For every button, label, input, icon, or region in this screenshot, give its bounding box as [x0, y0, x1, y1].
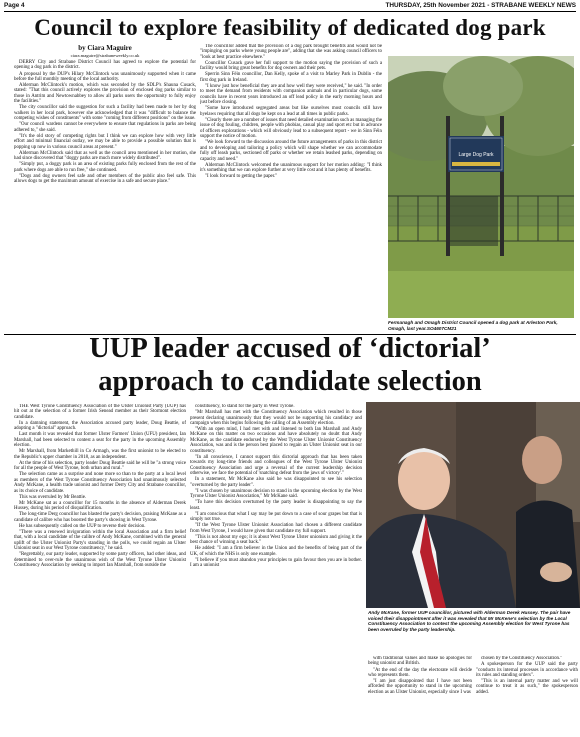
paragraph: THE West Tyrone Constituency Association of the Ulster Unionist Party (UUP) has hit out at the selection of a former Irish Senead member as their Stormont election candidate. — [14, 404, 186, 420]
article2-column-3 — [368, 656, 472, 736]
paragraph: The city councillor said the suggestion for such a facility had been made to her by dog walkers in her local park, however she acknowledged that it was "difficult to balance the competing wishes of constituents" with some "coming from different positions" on the issue. — [14, 105, 196, 122]
paragraph: DERRY City and Strabane District Council has agreed to explore the potential for opening a dog park in the district. — [14, 60, 196, 71]
paragraph: The selection came as a surprise and none more so than to the party at a local level as members of the West Tyrone Constituency Association had unanimously selected Andy McKane, a health trade unionist and former Derry City and Strabane councillor, as its choice of candidate. — [14, 472, 186, 494]
paragraph: with traditional values and make no apologies for being unionist and British. — [368, 656, 472, 667]
paragraph: Councillor Cusack gave her full support to the motion saying the provision of such a facility would bring great benefits for dog owners and their pets. — [200, 60, 382, 72]
paragraph: A spokesperson for the UUP said the party "conducts its internal processes in accordance with its rules and standing orders". — [476, 662, 578, 678]
page-header — [4, 2, 576, 12]
page-date-banner: THURSDAY, 25th November 2021 - STRABANE WEEKLY NEWS — [385, 2, 576, 9]
paragraph: "Simply put, a doggy park is an area of existing parks fully enclosed from the rest of the park where dogs are able to run free," she continued. — [14, 162, 196, 173]
paragraph: "With an open mind, I had met with and listened to both Ian Marshall and Andy McKane on this matter on two occasions and have absolutely no doubt that Andy McKane, as the candidate endorsed by the West Tyrone Ulster Unionist Constituency Association, was and is the person best placed to regain an Ulster Unionist seat in our constituency. — [190, 427, 362, 454]
dog-park-caption: Fermanagh and Omagh District Council opened a dog park at Arleston Park, Omagh, last year.SO4607CM21 — [388, 320, 558, 331]
paragraph: "I know just how beneficial they are and how well they were received," he said. "In order to meet the demand from residents with companion animals and in particular dogs, some councils have in recent years introduced an off lead policy in the early morning hours and just before closing. — [200, 83, 382, 106]
paragraph: "Regrettably, our party leader, supported by some party officers, had other ideas, and determined to over-rule the unanimous wish of the West Tyrone Ulster Unionist Constituency Association by seeking to import Ian Marshall, from outside the — [14, 552, 186, 569]
paragraph: At the time of his selection, party leader Doug Beattie said he will be "a strong voice for all the people of West Tyrone, both urban and rural." — [14, 460, 186, 472]
paragraph: "Dogs and dog owners feel safe and other members of the public also feel safe. This allows dogs to get the maximum amount of exercise in a safe and secure place." — [14, 173, 196, 185]
paragraph: Alderman McClintock welcomed the unanimous support for her motion adding: "I think it's something that we can explore further at very little cost and it has plenty of benefits. — [200, 162, 382, 174]
paragraph: Mr Marshall, from Markethill in Co Armagh, was the first unionist to be elected to the Republic's upper chamber in 2018, as an independent. — [14, 449, 186, 460]
mckane-caption: Andy McKane, former UUP councillor, pictured with Alderman Derek Hussey. The pair have voiced their disappointment after it was revealed that Mr McKene's selection by the Local Constituency Association to contest the upcoming Assembly election for West Tyrone has been overruled by the party leadership. — [368, 610, 571, 632]
paragraph: A proposal by the DUP's Hilary McClintock was unanimously supported when it came before the full monthly meeting of the local authority. — [14, 71, 196, 82]
paragraph: The long-time Derg councillor has blasted the party's decision, praising McKane as a candidate of calibre who has boosted the party's showing in West Tyrone. — [14, 512, 186, 523]
article2-column-4 — [476, 656, 578, 736]
paragraph: Alderman McClintock's motion, which was seconded by the SDLP's Shauna Cusack, stated: "That this council actively explores the provision of enclosed dog parks similar to those in Antrim and Newtownabbey to allow all parks users the opportunity to fully enjoy the facilities." — [14, 83, 196, 105]
paragraph: "This is an internal party matter and we will continue to treat it as such," the spokesperson added. — [476, 679, 578, 695]
paragraph: Last month it was revealed that former Ulster Farmers' Union (UFU) president, Ian Marshall, had been selected to contest a seat for the party in the upcoming Assembly election. — [14, 432, 186, 449]
mckane-hussey-image — [366, 402, 580, 608]
mckane-hussey-photo — [366, 402, 580, 608]
paragraph: "I believe if you must abandon your principles to gain favour then you are in bother. I am a unionist — [190, 557, 362, 569]
paragraph: "Clearly there are a number of issues that need detailed examination such as managing the issue of dog fouling, children, people with phobias, casual play and sport etc but in advance of officers explorations - which will obviously lead to a subsequent report - we in Sinn Féin support the notice of motion. — [200, 117, 382, 140]
paragraph: "Our council wardens cannot be everywhere to ensure that regulations in parks are being adhered to," she said. — [14, 122, 196, 133]
paragraph: "I look forward to getting the paper." — [205, 174, 278, 180]
paragraph: "If the West Tyrone Ulster Unionist Association had chosen a different candidate from West Tyrone, I would have given that candidate my full support. — [190, 523, 362, 534]
paragraph: In a statement, Mr McKane also said he was disappointed to see his selection "overturned by the party leader". — [190, 477, 362, 488]
paragraph: "There was a renewed invigoration within the local Association and a firm belief that, with a local candidate of the calibre of Andy McKane, combined with the general uplift of the Ulster Unionist Party's standing in the polls, we could regain an Ulster Unionist seat in our West Tyrone constituency," he said. — [14, 529, 186, 552]
paragraph: chosen by the Constituency Association." — [481, 656, 563, 661]
page-number: Page 4 — [4, 2, 25, 9]
paragraph: "We look forward to the discussion around the future arrangements of parks in this district and to developing and tailoring a policy which will shape whether we can accommodate fully off leash parks, sectioned off parks or whether we retain leashed parks, depending on capacity and need." — [200, 140, 382, 162]
dog-park-sign-text: Large Dog Park — [458, 152, 494, 158]
paragraph: Mr McKane sat as a councillor for 15 months in the absence of Alderman Derek Hussey, during his period of disqualification. — [14, 500, 186, 512]
paragraph: This was overruled by Mr Beattie. — [19, 494, 87, 500]
paragraph: "I am just disappointed that I have not been afforded the opportunity to stand in the upcoming election as an Ulster Unionist, especially since I was — [368, 679, 472, 695]
article1-column-2 — [200, 44, 382, 332]
paragraph: Sperrin Sinn Féin councillor, Dan Kelly, spoke of a visit to Marley Park in Dublin - the first dog park in Ireland. — [200, 72, 382, 83]
paragraph: Alderman McClintock said that as well as the council area mentioned in her motion, she had since discovered that "doggy parks are much more widely distributed". — [14, 150, 196, 162]
article1-column-1 — [14, 44, 196, 332]
paragraph: He has subsequently called on the UUP to reverse their decision. — [19, 523, 146, 529]
headline-uup-line-1: UUP leader accused of ‘dictorial’ — [89, 333, 491, 364]
paragraph: The councillor added that the provision of a dog park brought benefits and would not be "impinging on parks where young people are", adding that she was asking council officers to "look at best practice elsewhere." — [200, 44, 382, 60]
paragraph: "I was chosen by unanimous decision to stand in the upcoming election by the West Tyrone Ulster Unionist Association," Mr McKane said. — [190, 488, 362, 500]
paragraph: "Some have introduced segregated areas but like ourselves most councils still have byelaws requiring that all dogs be kept on a lead at all times in public parks. — [200, 106, 382, 117]
dog-park-image — [388, 56, 574, 318]
article2-column-2 — [190, 404, 362, 734]
headline-dog-park: Council to explore feasibility of dedicated dog park — [34, 15, 546, 40]
paragraph: In a damning statement, the Association accused party leader, Doug Beattie, of adopting a "dictorial" approach. — [14, 420, 186, 432]
paragraph: "To have this decision overturned by the party leader is disappointing to say the least. — [190, 500, 362, 511]
byline-email: ciara.maguire@strabaneweekly.co.uk — [70, 53, 140, 58]
dog-park-photo — [388, 56, 574, 318]
paragraph: "At the end of the day the electorate will decide who represents them. — [368, 667, 472, 678]
paragraph: "It's the old story of competing rights but I think we can explore how with very little effort and minimal financial outlay, we may be able to provide a possible solution that is popping up now in various council areas at present." — [14, 133, 196, 150]
headline-uup — [0, 332, 580, 398]
paragraph: "In all conscience, I cannot support this dictorial approach that has been taken towards my long-time friends and colleagues of the West Tyrone Ulster Unionist Constituency Association and urge a reversal of the current leadership decision otherwise, we face the potential of 'snatching defeat from the jaws of victory'." — [190, 454, 362, 477]
article2-column-1 — [14, 404, 186, 734]
headline-uup-line-2: approach to candidate selection — [98, 366, 482, 397]
byline: by Ciara Maguire — [78, 44, 132, 52]
paragraph: He added: "I am a firm believer in the Union and the benefits of being part of the UK, of which the NHS is only one example. — [190, 546, 362, 557]
paragraph: "I am conscious that what I say may be put down to a case of sour grapes but that is simply not true. — [190, 511, 362, 523]
paragraph: "This is not about my ego; it is about West Tyrone Ulster unionism and giving it the best chance of winning a seat back." — [190, 534, 362, 546]
paragraph: "Mr Marshall has met with the Constituency Association which resulted in those present declaring unanimously that they would not be supporting his candidacy and campaign when this begins following the calling of an Assembly election. — [190, 410, 362, 426]
paragraph: constituency, to stand for the party in West Tyrone. — [195, 404, 295, 409]
